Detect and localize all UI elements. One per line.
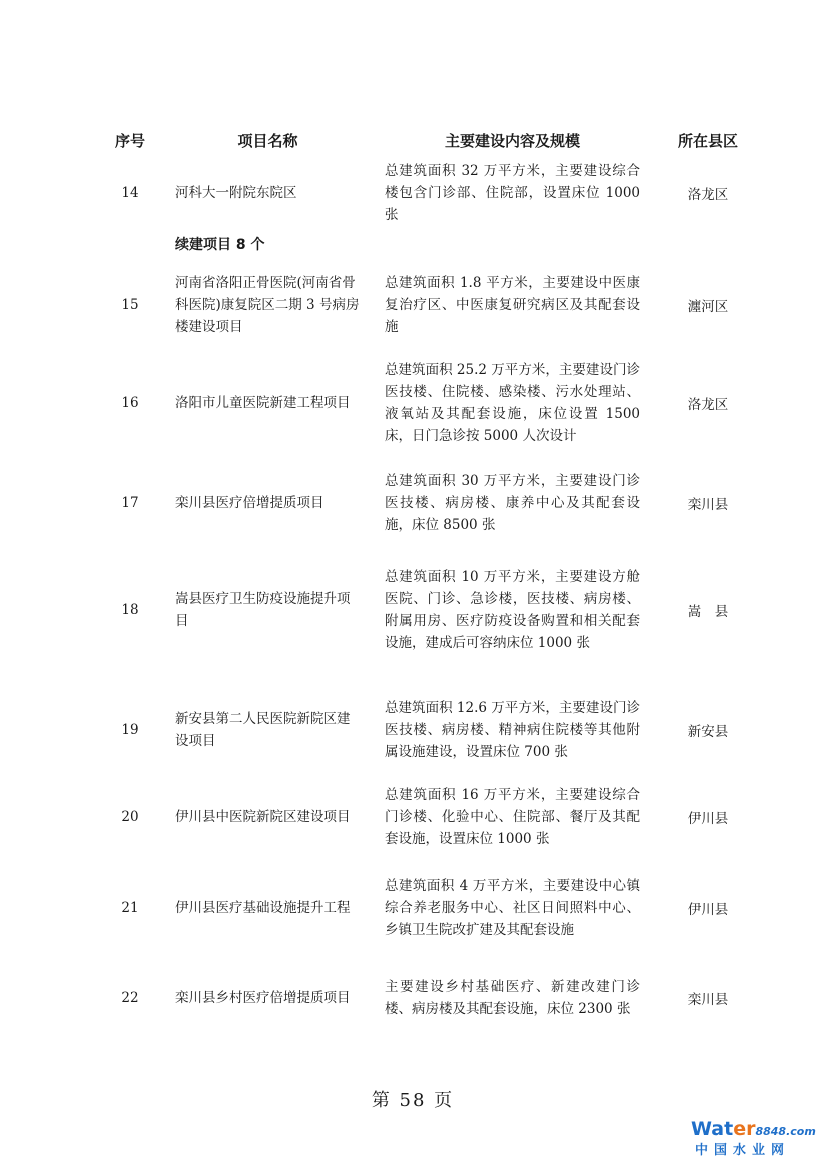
row-content: 总建筑面积 4 万平方米，主要建设中心镇综合养老服务中心、社区日间照料中心、乡镇卫生院改扩建及其配套设施 [385, 878, 640, 938]
row-no: 16 [121, 395, 139, 411]
row-name: 洛阳市儿童医院新建工程项目 [175, 395, 351, 411]
header-name: 项目名称 [237, 132, 298, 150]
page-number: 第 58 页 [371, 1090, 455, 1111]
watermark-cn: 中国水业网 [695, 1143, 791, 1158]
row-content: 主要建设乡村基础医疗、新建改建门诊楼、病房楼及其配套设施，床位 2300 张 [385, 979, 640, 1017]
row-name: 河南省洛阳正骨医院(河南省骨科医院)康复院区二期 3 号病房楼建设项目 [175, 275, 360, 335]
table-header [0, 128, 826, 154]
table-row [0, 784, 826, 850]
watermark-logo [691, 1119, 816, 1159]
table-row [0, 470, 826, 536]
row-no: 19 [121, 722, 139, 738]
row-county: 栾川县 [687, 497, 729, 513]
row-name: 河科大一附院东院区 [175, 185, 297, 201]
section-title: 续建项目 8 个 [175, 237, 265, 253]
row-content: 总建筑面积 25.2 万平方米，主要建设门诊医技楼、住院楼、感染楼、污水处理站、液氧站及其配套设施，床位设置 1500 床，日门急诊按 5000 人次设计 [385, 362, 640, 444]
row-content: 总建筑面积 1.8 平方米，主要建设中医康复治疗区、中医康复研究病区及其配套设施 [385, 275, 640, 335]
row-county: 伊川县 [687, 902, 729, 918]
row-no: 20 [121, 809, 139, 825]
table-row [0, 555, 826, 665]
row-county: 新安县 [687, 724, 729, 740]
table-row [0, 348, 826, 458]
row-county: 洛龙区 [687, 187, 729, 203]
watermark-wordmark: Water8848.com [691, 1118, 816, 1140]
header-no: 序号 [114, 132, 145, 150]
row-name: 伊川县中医院新院区建设项目 [175, 809, 351, 825]
header-county: 所在县区 [677, 132, 738, 150]
table-row [0, 864, 826, 952]
table-row [0, 160, 826, 226]
row-name: 新安县第二人民医院新院区建设项目 [175, 711, 351, 749]
row-county: 嵩 县 [687, 604, 729, 620]
table-row [0, 965, 826, 1031]
row-no: 14 [121, 185, 139, 201]
row-no: 15 [121, 297, 139, 313]
table-row [0, 686, 826, 774]
row-county: 栾川县 [687, 992, 729, 1008]
row-no: 21 [121, 900, 139, 916]
row-name: 伊川县医疗基础设施提升工程 [175, 900, 351, 916]
row-content: 总建筑面积 10 万平方米，主要建设方舱医院、门诊、急诊楼，医技楼、病房楼、附属用房、医疗防疫设备购置和相关配套设施，建成后可容纳床位 1000 张 [385, 569, 640, 651]
row-content: 总建筑面积 30 万平方米，主要建设门诊医技楼、病房楼、康养中心及其配套设施，床位 8500 张 [385, 473, 640, 533]
row-no: 22 [121, 990, 139, 1006]
row-name: 嵩县医疗卫生防疫设施提升项目 [175, 591, 351, 629]
row-county: 洛龙区 [687, 397, 729, 413]
row-no: 17 [121, 495, 139, 511]
row-content: 总建筑面积 16 万平方米，主要建设综合门诊楼、化验中心、住院部、餐厅及其配套设施，设置床位 1000 张 [385, 787, 640, 847]
row-content: 总建筑面积 32 万平方米，主要建设综合楼包含门诊部、住院部，设置床位 1000 张 [385, 163, 640, 223]
row-county: 瀍河区 [687, 299, 729, 315]
row-name: 栾川县乡村医疗倍增提质项目 [175, 990, 351, 1006]
row-no: 18 [121, 602, 139, 618]
row-content: 总建筑面积 12.6 万平方米，主要建设门诊医技楼、病房楼、精神病住院楼等其他附属设施建设，设置床位 700 张 [385, 700, 640, 760]
row-county: 伊川县 [687, 811, 729, 827]
table-row [0, 272, 826, 338]
row-name: 栾川县医疗倍增提质项目 [175, 495, 324, 511]
header-content: 主要建设内容及规模 [444, 132, 580, 150]
